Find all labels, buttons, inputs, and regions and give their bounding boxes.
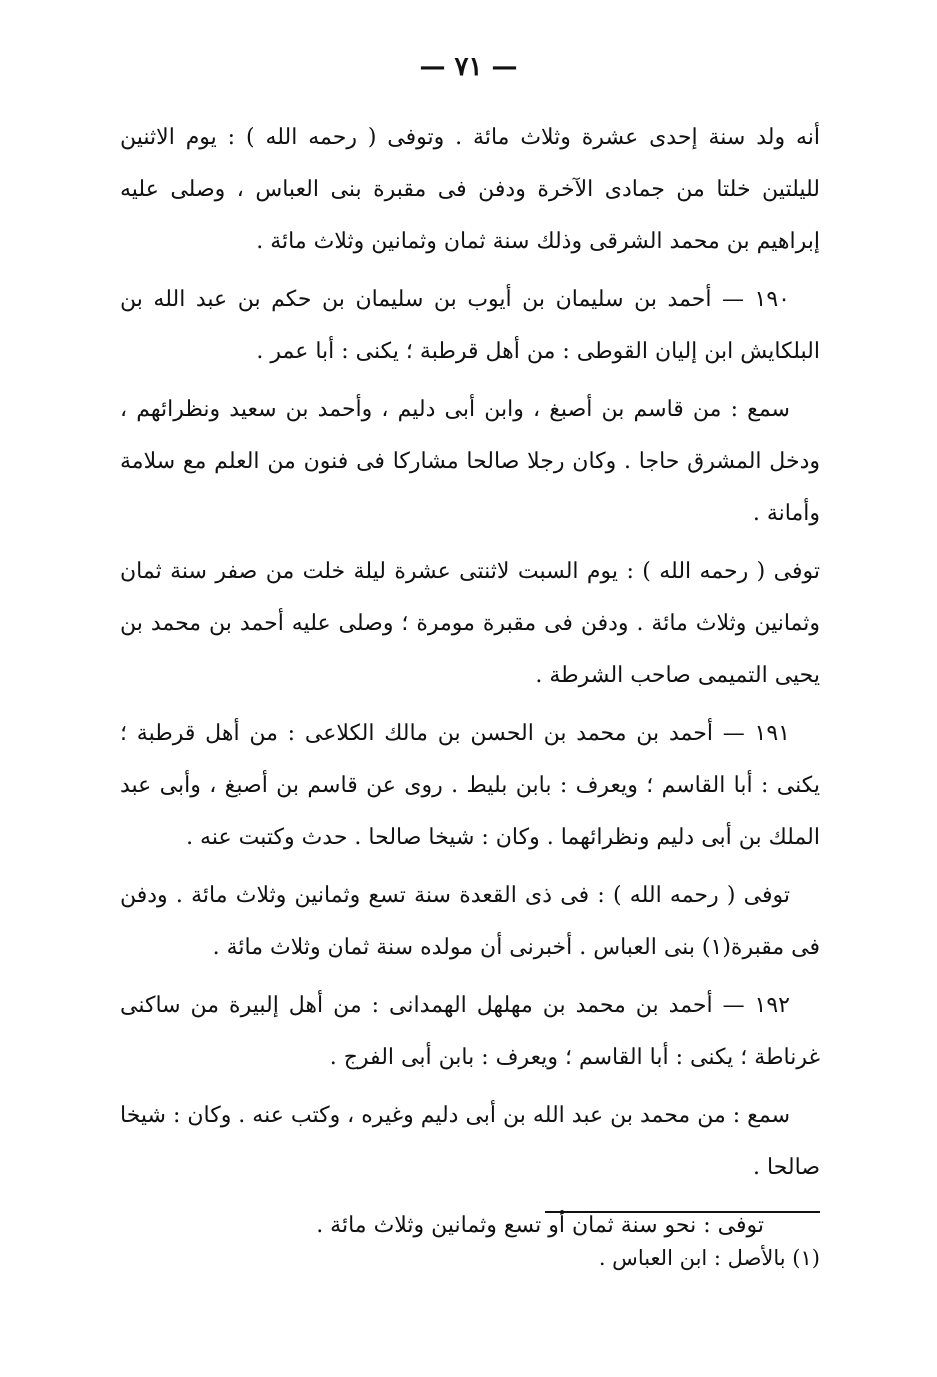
paragraph-entry-192-death: توفى : نحو سنة ثمان أو تسع وثمانين وثلاث مائة . [316, 1213, 764, 1238]
main-text [120, 112, 820, 1258]
paragraph-entry-191-death: توفى ( رحمه الله ) : فى ذى القعدة سنة تسع وثمانين وثلاث مائة . ودفن فى مقبرة(١) بنى العباس . أخبرنى أن مولده سنة ثمان وثلاث مائة . [120, 883, 820, 960]
paragraph-entry-190-death: توفى ( رحمه الله ) : يوم السبت لاثنتى عشرة ليلة خلت من صفر سنة ثمان وثمانين وثلاث مائة . ودفن فى مقبرة مومرة ؛ وصلى عليه أحمد بن محمد بن يحيى التميمى صاحب الشرطة . [120, 559, 820, 688]
paragraph-entry-192: ١٩٢ — أحمد بن محمد بن مهلهل الهمدانى : من أهل إلبيرة من ساكنى غرناطة ؛ يكنى : أبا القاسم ؛ ويعرف : بابن أبى الفرج . [120, 993, 820, 1070]
paragraph-entry-190: ١٩٠ — أحمد بن سليمان بن أيوب بن سليمان بن حكم بن عبد الله بن البلكايش ابن إليان القوطى : من أهل قرطبة ؛ يكنى : أبا عمر . [120, 287, 820, 364]
page-number: — ٧١ — [419, 52, 518, 82]
paragraph-entry-192-sama: سمع : من محمد بن عبد الله بن أبى دليم وغيره ، وكتب عنه . وكان : شيخا صالحا . [119, 1103, 820, 1180]
paragraph-entry-190-sama: سمع : من قاسم بن أصبغ ، وابن أبى دليم ، وأحمد بن سعيد ونظرائهم ، ودخل المشرق حاجا . وكان رجلا صالحا مشاركا فى فنون من العلم مع سلامة وأمانة . [120, 397, 820, 526]
footnote-divider [545, 1211, 820, 1213]
paragraph-entry-189-end: أنه ولد سنة إحدى عشرة وثلاث مائة . وتوفى ( رحمه الله ) : يوم الاثنين لليلتين خلتا من جمادى الآخرة ودفن فى مقبرة بنى العباس ، وصلى عليه إبراهيم بن محمد الشرقى وذلك سنة ثمان وثمانين وثلاث مائة . [120, 125, 820, 254]
footnote: (١) بالأصل : ابن العباس . [598, 1246, 820, 1270]
paragraph-entry-191: ١٩١ — أحمد بن محمد بن الحسن بن مالك الكلاعى : من أهل قرطبة ؛ يكنى : أبا القاسم ؛ ويعرف : بابن بليط . روى عن قاسم بن أصبغ ، وأبى عبد الملك بن أبى دليم ونظرائهما . وكان : شيخا صالحا . حدث وكتبت عنه . [120, 721, 820, 850]
